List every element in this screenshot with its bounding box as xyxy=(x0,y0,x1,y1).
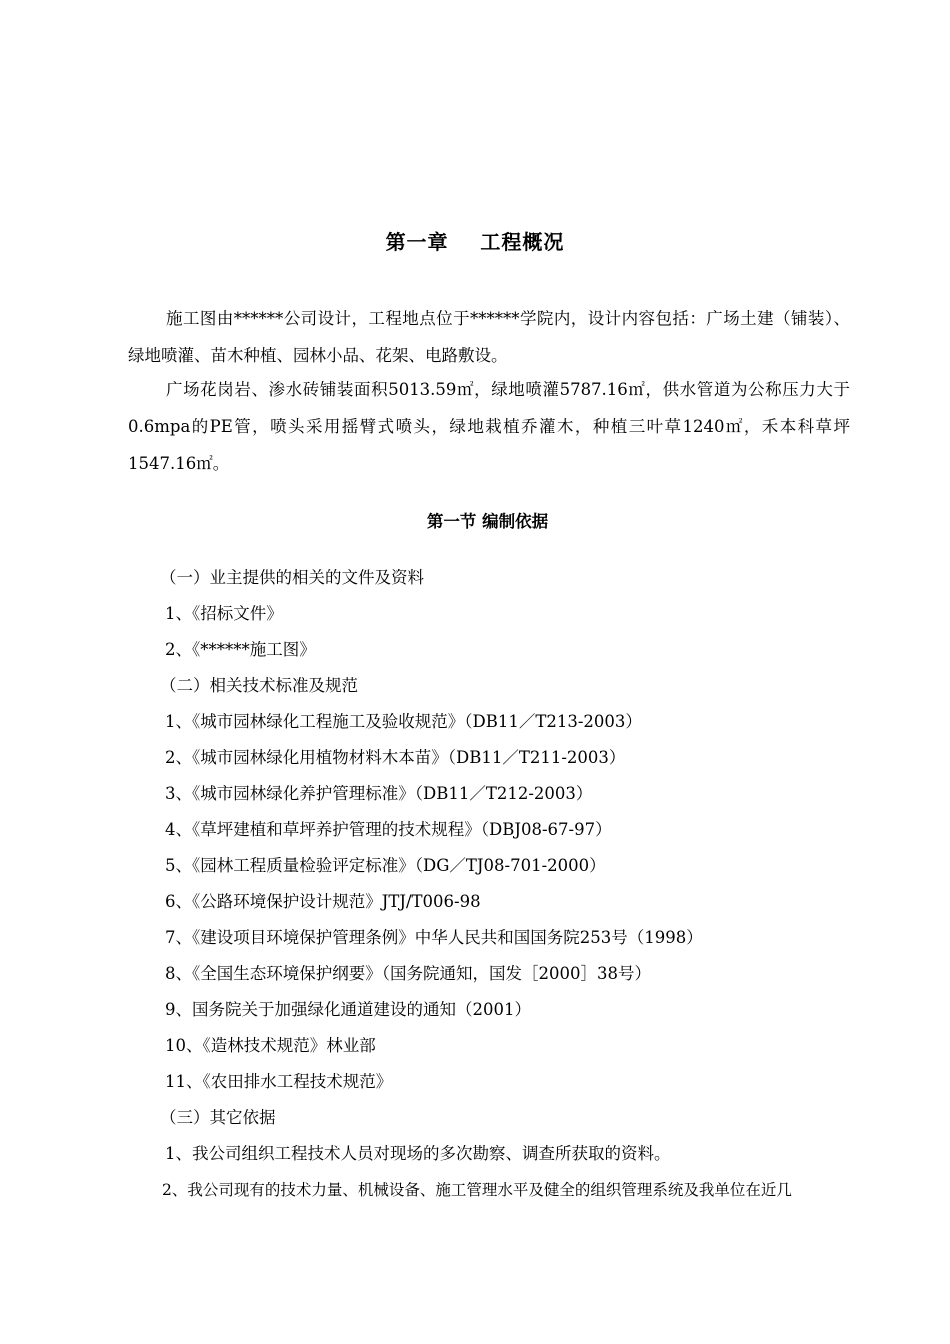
section-title: 第一节 编制依据 xyxy=(426,512,549,531)
list-item: 10、《造林技术规范》林业部 xyxy=(165,1036,376,1055)
group-heading-owner-documents: （一）业主提供的相关的文件及资料 xyxy=(160,568,424,587)
list-item: 8、《全国生态环境保护纲要》（国务院通知，国发［2000］38号） xyxy=(165,964,651,983)
list-item: 2、《******施工图》 xyxy=(165,640,316,659)
list-item: 1、我公司组织工程技术人员对现场的多次勘察、调查所获取的资料。 xyxy=(165,1144,671,1163)
group-heading-standards: （二）相关技术标准及规范 xyxy=(160,676,358,695)
list-item: 1、《招标文件》 xyxy=(165,604,283,623)
overview-paragraph-quantities: 广场花岗岩、渗水砖铺装面积5013.59㎡，绿地喷灌5787.16㎡，供水管道为公称压力大于0.6mpa的PE管，喷头采用摇臂式喷头，绿地栽植乔灌木，种植三叶草1240㎡，禾本科草坪1547.16㎡。 xyxy=(128,380,850,473)
list-item: 2、《城市园林绿化用植物材料木本苗》（DB11／T211-2003） xyxy=(165,748,626,767)
list-item: 6、《公路环境保护设计规范》JTJ/T006-98 xyxy=(165,892,481,911)
list-item: 2、我公司现有的技术力量、机械设备、施工管理水平及健全的组织管理系统及我单位在近几 xyxy=(162,1181,792,1199)
list-item: 11、《农田排水工程技术规范》 xyxy=(165,1072,393,1091)
list-item: 9、国务院关于加强绿化通道建设的通知（2001） xyxy=(165,1000,531,1019)
list-item: 1、《城市园林绿化工程施工及验收规范》（DB11／T213-2003） xyxy=(165,712,642,731)
group-heading-other-basis: （三）其它依据 xyxy=(160,1108,276,1127)
list-item: 4、《草坪建植和草坪养护管理的技术规程》（DBJ08-67-97） xyxy=(165,820,612,839)
list-item: 3、《城市园林绿化养护管理标准》（DB11／T212-2003） xyxy=(165,784,593,803)
list-item: 7、《建设项目环境保护管理条例》中华人民共和国国务院253号（1998） xyxy=(165,928,703,947)
list-item: 5、《园林工程质量检验评定标准》（DG／TJ08-701-2000） xyxy=(165,856,606,875)
overview-paragraph-design: 施工图由******公司设计，工程地点位于******学院内，设计内容包括：广场土建（铺装）、绿地喷灌、苗木种植、园林小品、花架、电路敷设。 xyxy=(128,309,850,365)
chapter-title: 第一章 工程概况 xyxy=(385,230,565,254)
